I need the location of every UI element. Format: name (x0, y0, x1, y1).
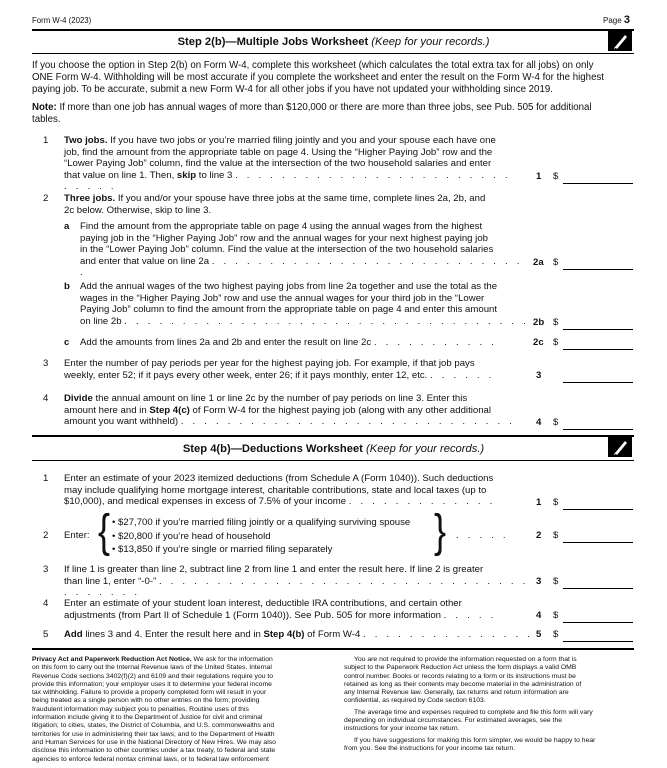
line2c-letter: c (64, 337, 70, 348)
ded-line3-dollar: $ (553, 576, 559, 587)
page-number-value: 3 (623, 14, 631, 26)
privacy-top-rule (32, 648, 634, 650)
step2b-title-italic: (Keep for your records.) (371, 36, 490, 48)
privacy-title: Privacy Act and Paperwork Reduction Act Notice. (32, 656, 192, 663)
ded-line1-label: 1 (536, 497, 542, 508)
step4b-title-italic: (Keep for your records.) (366, 443, 485, 455)
line2c-text: Add the amounts from lines 2a and 2b and enter the result on line 2c . . . . . . . . . . . (80, 337, 498, 348)
ded-line4-dollar: $ (553, 610, 559, 621)
left-brace: { (98, 503, 111, 557)
line2a-label: 2a (533, 257, 544, 268)
line3-label: 3 (536, 370, 542, 381)
line3-text: Enter the number of pay periods per year for the highest paying job. For example, if that job pays weekly, enter 52; if it pays every other week, enter 26; if it pays monthly, enter 12, etc. . . . . . . (64, 358, 495, 381)
ded-line3-input[interactable] (563, 588, 633, 589)
page-number (603, 14, 630, 26)
line4-dollar: $ (553, 417, 559, 428)
bullet-single: • $13,850 if you’re single or married filing separately (112, 544, 333, 555)
ded-line5-label: 5 (536, 629, 542, 640)
intro-line-2: ONE Form W-4. Withholding will be most accurate if you complete the worksheet and enter the result on the Form W-4 for the highest (32, 72, 604, 84)
step2b-title-bold: Step 2(b)—Multiple Jobs Worksheet (177, 36, 369, 48)
line2b-dollar: $ (553, 317, 559, 328)
ded-line1-text: Enter an estimate of your 2023 itemized deductions (from Schedule A (Form 1040)). Such deductions may include qualifying home mortgage interest, charitable contributions, state and local taxes (up to $10,000), and medical expenses in excess of 7.5% of your income . . . . . . . . . . . . . (64, 473, 496, 508)
step2b-title (0, 36, 667, 48)
line3-number: 3 (43, 358, 49, 369)
ded-line1-input[interactable] (563, 509, 633, 510)
header-rule (32, 29, 634, 31)
step4b-title-bold: Step 4(b)—Deductions Worksheet (182, 443, 363, 455)
line2c-dollar: $ (553, 337, 559, 348)
ded-line4-number: 4 (43, 598, 49, 609)
ded-line5-dollar: $ (553, 629, 559, 640)
intro-line-3: paying job. To be accurate, submit a new Form W-4 for all other jobs if you have not updated your withholding since 2019. (32, 84, 553, 96)
line1-text: Two jobs. If you have two jobs or you’re married filing jointly and you and your spouse each have one job, find the amount from the appropriate table on page 4. Using the “Higher Paying Job” row and the “Lower Paying Job” column, find the value at the intersection of the two household salaries and enter that value on line 1. Then, skip to line 3 . . . . . . . . . . . . . . . . . . . . . . . . . . . . . (64, 135, 511, 193)
line1-dollar: $ (553, 171, 559, 182)
step2b-title-rule (32, 53, 634, 54)
form-id: Form W-4 (2023) (32, 16, 92, 25)
step2b-intro (32, 60, 637, 97)
pen-icon (608, 31, 632, 51)
bullet-mfj: • $27,700 if you’re married filing jointly or a qualifying surviving spouse (112, 517, 411, 528)
privacy-right-column: You are not required to provide the information requested on a form that is subject to the Paperwork Reduction Act unless the form displays a valid OMB control number. Books or records relating to a form or its instructions must be retained as long as their contents may become material in the administration of any Internal Revenue law. Generally, tax returns and return information are confidential, as required by Code section 6103. The average time and expenses required to complete and file this form will vary depending on individual circumstances. For estimated averages, see the instructions for your income tax return. If you have suggestions for making this form simpler, we would be happy to hear from you. See the instructions for your income tax return. (344, 656, 596, 752)
line2a-letter: a (64, 221, 70, 232)
ded-line1-dollar: $ (553, 497, 559, 508)
line4-text: Divide the annual amount on line 1 or line 2c by the number of pay periods on line 3. Enter this amount here and in Step 4(c) of Form W-4 for the highest paying job (along with any other additional amount you want withheld) . . . . . . . . . . . . . . . . . . . . . . . . . . . . . (64, 393, 516, 428)
line1-label: 1 (536, 171, 542, 182)
note-line-2: tables. (32, 114, 61, 126)
line2b-letter: b (64, 281, 70, 292)
step4b-title (0, 443, 667, 455)
line2a-input[interactable] (563, 269, 633, 270)
line1-input[interactable] (563, 183, 633, 184)
ded-line2-input[interactable] (563, 542, 633, 543)
line2-text: Three jobs. If you and/or your spouse have three jobs at the same time, complete lines 2a, 2b, and 2c below. Otherwise, skip to line 3. (64, 193, 486, 216)
line2-number: 2 (43, 193, 49, 204)
line1-number: 1 (43, 135, 49, 146)
ded-line3-label: 3 (536, 576, 542, 587)
line2c-input[interactable] (563, 349, 633, 350)
ded-line2-dollar: $ (553, 530, 559, 541)
ded-line5-input[interactable] (563, 641, 633, 642)
ded-line3-number: 3 (43, 564, 49, 575)
privacy-left-column: Privacy Act and Paperwork Reduction Act Notice. We ask for the information on this form to carry out the Internal Revenue laws of the United States. Internal Revenue Code sections 3402(f)(2) and 6109 and their regulations require you to provide this information; your employer uses it to determine your federal income tax withholding. Failure to provide a properly completed form will result in your being treated as a single person with no other entries on the form; providing fraudulent information may subject you to penalties. Routine uses of this information include giving it to the Department of Justice for civil and criminal litigation; to cities, states, the District of Columbia, and U.S. commonwealths and territories for use in administering their tax laws; and to the Department of Health and Human Services for use in the National Directory of New Hires. We may also disclose this information to other countries under a tax treaty, to federal and state agencies to enforce federal nontax criminal laws, or to federal law enforcement (32, 656, 276, 763)
step4b-top-rule (32, 435, 634, 437)
line2b-text: Add the annual wages of the two highest paying jobs from line 2a together and use the total as the wages in the “Higher Paying Job” row and use the annual wages for your third job in the “Lower Paying Job” column to find the amount from the appropriate table on page 4 and enter this amount on line 2b . . . . . . . . . . . . . . . . . . . . . . . . . . . . . . . . . . . (80, 281, 529, 327)
intro-line-1: If you choose the option in Step 2(b) on Form W-4, complete this worksheet (which calculates the total extra tax for all jobs) on only (32, 60, 594, 71)
ded-line1-number: 1 (43, 473, 49, 484)
note-line-1: If more than one job has annual wages of more than $120,000 or there are more than three jobs, see Pub. 505 for additional (56, 102, 592, 113)
bullet-hoh: • $20,800 if you’re head of household (112, 530, 271, 542)
ded-line2-number: 2 (43, 530, 49, 541)
line4-label: 4 (536, 417, 542, 428)
step4b-title-rule (32, 460, 634, 461)
note-label: Note: (32, 102, 57, 113)
ded-line5-text: Add lines 3 and 4. Enter the result here and in Step 4(b) of Form W-4 . . . . . . . . . . . . . . . (64, 629, 534, 640)
line2a-dollar: $ (553, 257, 559, 268)
right-brace: } (434, 503, 447, 557)
ded-line4-label: 4 (536, 610, 542, 621)
line2b-input[interactable] (563, 329, 633, 330)
ded-line2-label: 2 (536, 530, 542, 541)
ded-line2-bullets (112, 516, 410, 557)
ded-line3-text: If line 1 is greater than line 2, subtract line 2 from line 1 and enter the result here. If line 2 is greater than line 1, enter “-0-” . . . . . . . . . . . . . . . . . . . . . . . . . . . . . . . . . . . . . . . (64, 564, 529, 599)
line2c-label: 2c (533, 337, 544, 348)
ded-line4-input[interactable] (563, 622, 633, 623)
ded-line4-text: Enter an estimate of your student loan interest, deductible IRA contributions, and certain other adjustments (from Part II of Schedule 1 (Form 1040)). See Pub. 505 for more information . . . . . (64, 598, 497, 621)
line2b-label: 2b (533, 317, 545, 328)
page-label: Page (603, 16, 622, 25)
line4-number: 4 (43, 393, 49, 404)
pen-icon (608, 437, 632, 457)
line2a-text: Find the amount from the appropriate table on page 4 using the annual wages from the highest paying job in the “Higher Paying Job” row and the annual wages for your next highest paying job in the “Lower Paying Job” column. Find the value at the intersection of the two household salaries and enter that value on line 2a . . . . . . . . . . . . . . . . . . . . . . . . . . . . (80, 221, 523, 279)
ded-line5-number: 5 (43, 629, 49, 640)
step2b-note (32, 102, 637, 126)
ded-line2-enter: Enter: (64, 530, 90, 541)
ded-line2-dots: . . . . . (456, 530, 509, 541)
line4-input[interactable] (563, 429, 633, 430)
line3-input[interactable] (563, 382, 633, 383)
